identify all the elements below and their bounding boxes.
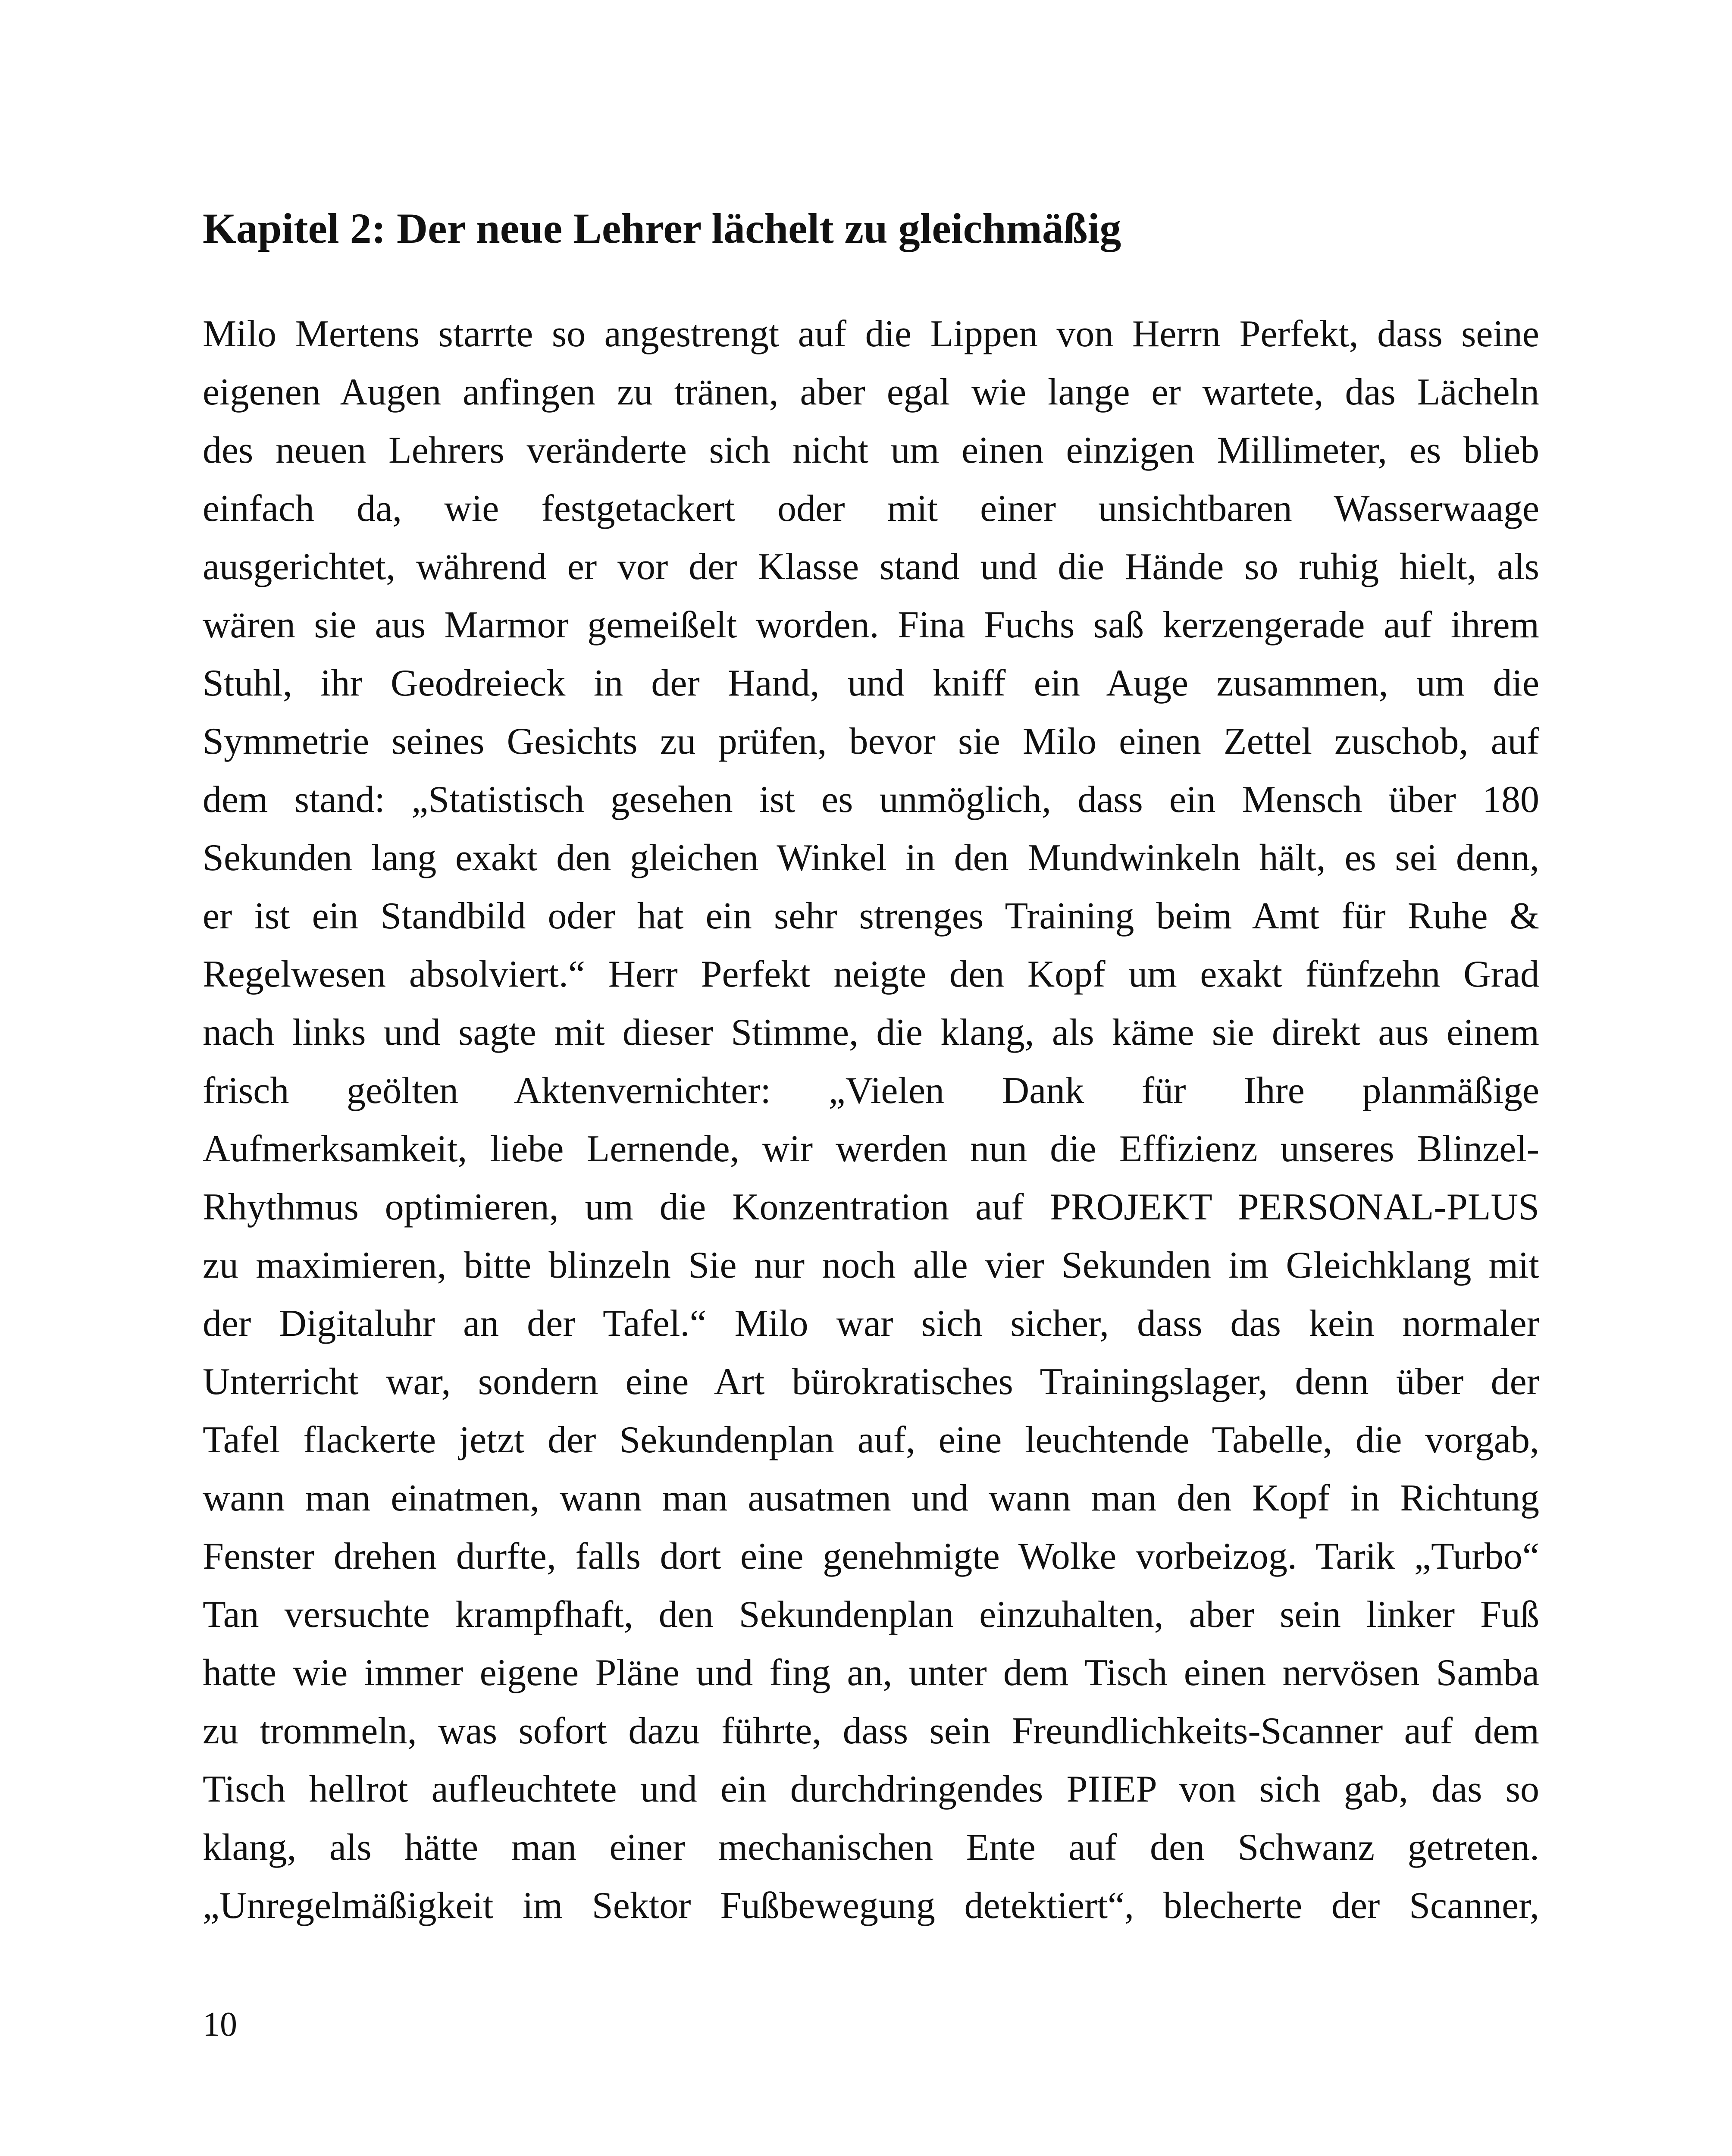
text-line: Tafel flackerte jetzt der Sekundenplan auf, eine leuchtende Tabelle, die vorgab, <box>203 1419 1539 1461</box>
chapter-paragraph <box>203 305 1539 1935</box>
text-line: Regelwesen absolviert.“ Herr Perfekt neigte den Kopf um exakt fünfzehn Grad <box>203 953 1539 995</box>
text-line: wären sie aus Marmor gemeißelt worden. Fina Fuchs saß kerzengerade auf ihrem <box>203 604 1539 646</box>
text-line: Symmetrie seines Gesichts zu prüfen, bevor sie Milo einen Zettel zuschob, auf <box>203 721 1539 762</box>
text-line: Tisch hellrot aufleuchtete und ein durchdringendes PIIEP von sich gab, das so <box>203 1768 1539 1810</box>
text-line: Unterricht war, sondern eine Art bürokratisches Trainingslager, denn über der <box>203 1361 1539 1403</box>
text-line: Sekunden lang exakt den gleichen Winkel in den Mundwinkeln hält, es sei denn, <box>203 837 1539 879</box>
text-line: zu trommeln, was sofort dazu führte, dass sein Freundlichkeits-Scanner auf dem <box>203 1710 1539 1752</box>
text-line: Aufmerksamkeit, liebe Lernende, wir werden nun die Effizienz unseres Blinzel- <box>203 1128 1539 1170</box>
text-line: er ist ein Standbild oder hat ein sehr strenges Training beim Amt für Ruhe & <box>203 895 1539 937</box>
text-line: frisch geölten Aktenvernichter: „Vielen Dank für Ihre planmäßige <box>203 1070 1539 1112</box>
text-line: „Unregelmäßigkeit im Sektor Fußbewegung detektiert“, blecherte der Scanner, <box>203 1885 1539 1927</box>
text-line: Tan versuchte krampfhaft, den Sekundenplan einzuhalten, aber sein linker Fuß <box>203 1594 1539 1636</box>
text-line: hatte wie immer eigene Pläne und fing an, unter dem Tisch einen nervösen Samba <box>203 1652 1539 1694</box>
text-line: klang, als hätte man einer mechanischen Ente auf den Schwanz getreten. <box>203 1827 1539 1868</box>
text-line: eigenen Augen anfingen zu tränen, aber egal wie lange er wartete, das Lächeln <box>203 371 1539 413</box>
chapter-title: Kapitel 2: Der neue Lehrer lächelt zu gleichmäßig <box>203 204 1121 252</box>
text-line: dem stand: „Statistisch gesehen ist es unmöglich, dass ein Mensch über 180 <box>203 779 1539 821</box>
text-line: Stuhl, ihr Geodreieck in der Hand, und kniff ein Auge zusammen, um die <box>203 662 1539 704</box>
text-line: nach links und sagte mit dieser Stimme, die klang, als käme sie direkt aus einem <box>203 1012 1539 1053</box>
text-line: einfach da, wie festgetackert oder mit einer unsichtbaren Wasserwaage <box>203 488 1539 530</box>
text-line: Milo Mertens starrte so angestrengt auf die Lippen von Herrn Perfekt, dass seine <box>203 313 1539 355</box>
page-number: 10 <box>203 2006 237 2043</box>
text-line: des neuen Lehrers veränderte sich nicht um einen einzigen Millimeter, es blieb <box>203 429 1539 471</box>
text-line: zu maximieren, bitte blinzeln Sie nur noch alle vier Sekunden im Gleichklang mit <box>203 1244 1539 1286</box>
text-line: Rhythmus optimieren, um die Konzentration auf PROJEKT PERSONAL-PLUS <box>203 1186 1539 1228</box>
text-line: der Digitaluhr an der Tafel.“ Milo war sich sicher, dass das kein normaler <box>203 1303 1539 1344</box>
text-line: ausgerichtet, während er vor der Klasse stand und die Hände so ruhig hielt, als <box>203 546 1539 588</box>
text-line: Fenster drehen durfte, falls dort eine genehmigte Wolke vorbeizog. Tarik „Turbo“ <box>203 1536 1539 1577</box>
text-line: wann man einatmen, wann man ausatmen und wann man den Kopf in Richtung <box>203 1477 1539 1519</box>
